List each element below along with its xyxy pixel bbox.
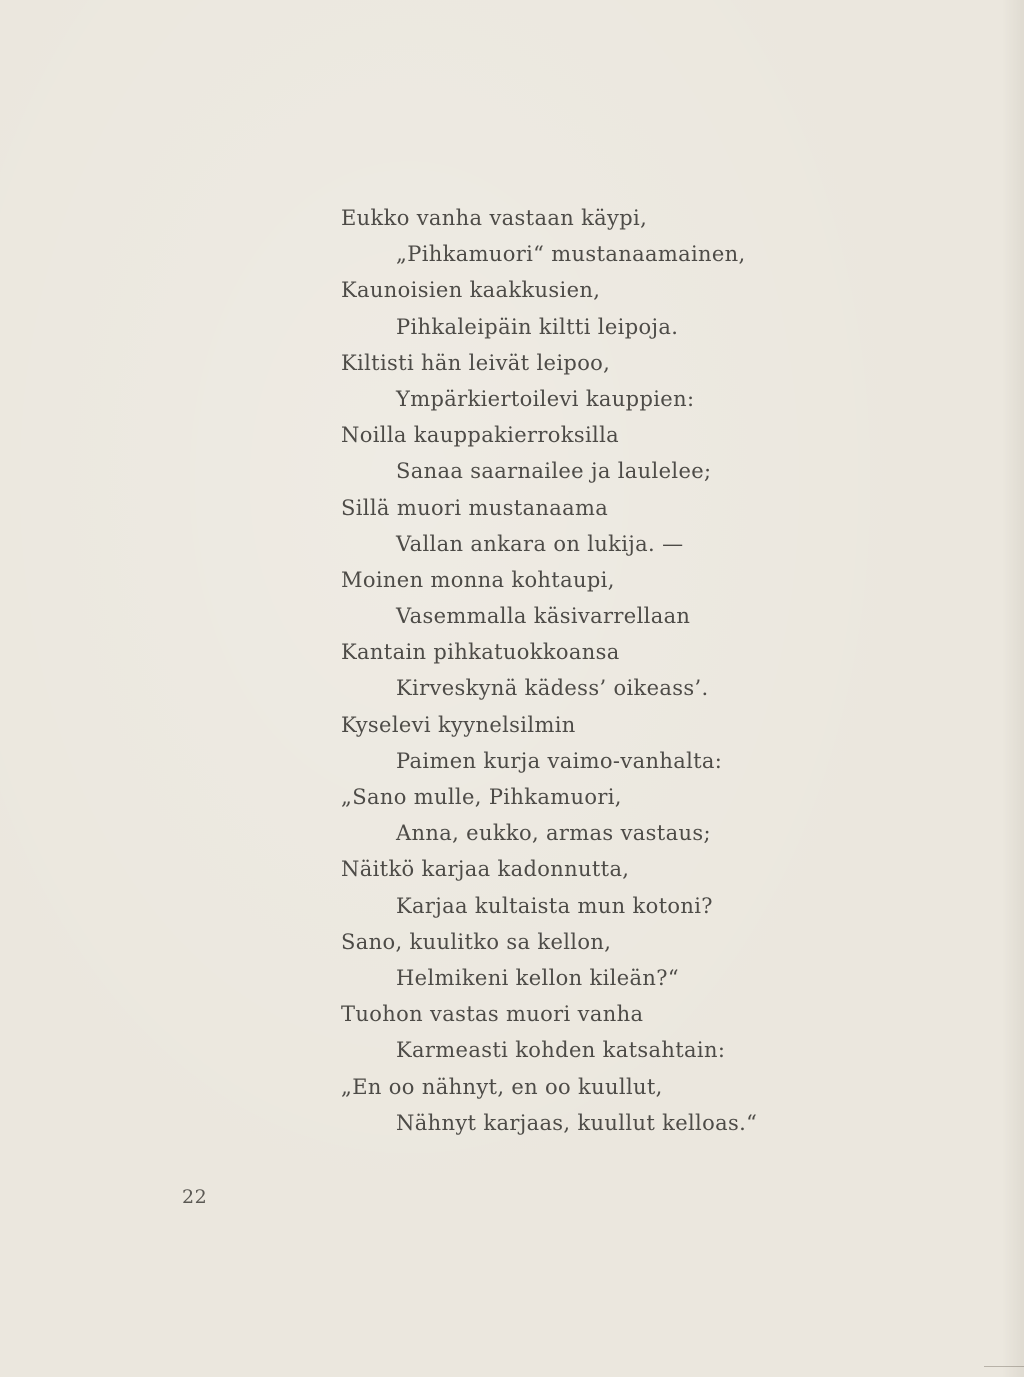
poem-line: Eukko vanha vastaan käypi, bbox=[341, 206, 648, 230]
poem-line: Moinen monna kohtaupi, bbox=[341, 567, 615, 592]
poem-line: „Sano mulle, Pihkamuori, bbox=[341, 785, 622, 809]
poem-line: Vasemmalla käsivarrellaan bbox=[396, 604, 691, 629]
poem-line: Noilla kauppakierroksilla bbox=[341, 423, 620, 448]
poem-line: Vallan ankara on lukija. — bbox=[396, 531, 684, 556]
poem-line: Pihkaleipäin kiltti leipoja. bbox=[396, 314, 679, 339]
poem-line: Karjaa kultaista mun kotoni? bbox=[396, 893, 713, 918]
poem-line: Kyselevi kyynelsilmin bbox=[341, 712, 576, 737]
poem-line: Sillä muori mustanaama bbox=[341, 495, 609, 520]
page-number: 22 bbox=[182, 1186, 208, 1208]
poem-line: Sano, kuulitko sa kellon, bbox=[341, 929, 612, 954]
page-edge-shadow bbox=[1002, 0, 1024, 1377]
poem-line: Kirveskynä kädess’ oikeass’. bbox=[396, 676, 709, 701]
poem-text bbox=[341, 200, 757, 1141]
poem-line: Kantain pihkatuokkoansa bbox=[341, 640, 620, 665]
poem-line: Paimen kurja vaimo-vanhalta: bbox=[396, 748, 723, 773]
poem-line: Ympärkiertoilevi kauppien: bbox=[396, 386, 695, 411]
poem-line: Sanaa saarnailee ja laulelee; bbox=[396, 459, 712, 484]
poem-line: Anna, eukko, armas vastaus; bbox=[396, 821, 711, 846]
poem-line: Kaunoisien kaakkusien, bbox=[341, 278, 601, 303]
poem-line: Näitkö karjaa kadonnutta, bbox=[341, 857, 630, 882]
poem-line: Nähnyt karjaas, kuullut kelloas.“ bbox=[396, 1110, 758, 1135]
page-edge-line bbox=[984, 1366, 1024, 1377]
poem-line: Helmikeni kellon kileän?“ bbox=[396, 965, 679, 990]
poem-line: Kiltisti hän leivät leipoo, bbox=[341, 350, 611, 375]
poem-line: Karmeasti kohden katsahtain: bbox=[396, 1038, 726, 1063]
poem-line: Tuohon vastas muori vanha bbox=[341, 1002, 644, 1027]
poem-line: „En oo nähnyt, en oo kuullut, bbox=[341, 1074, 663, 1099]
poem-line: „Pihkamuori“ mustanaamainen, bbox=[396, 242, 746, 267]
